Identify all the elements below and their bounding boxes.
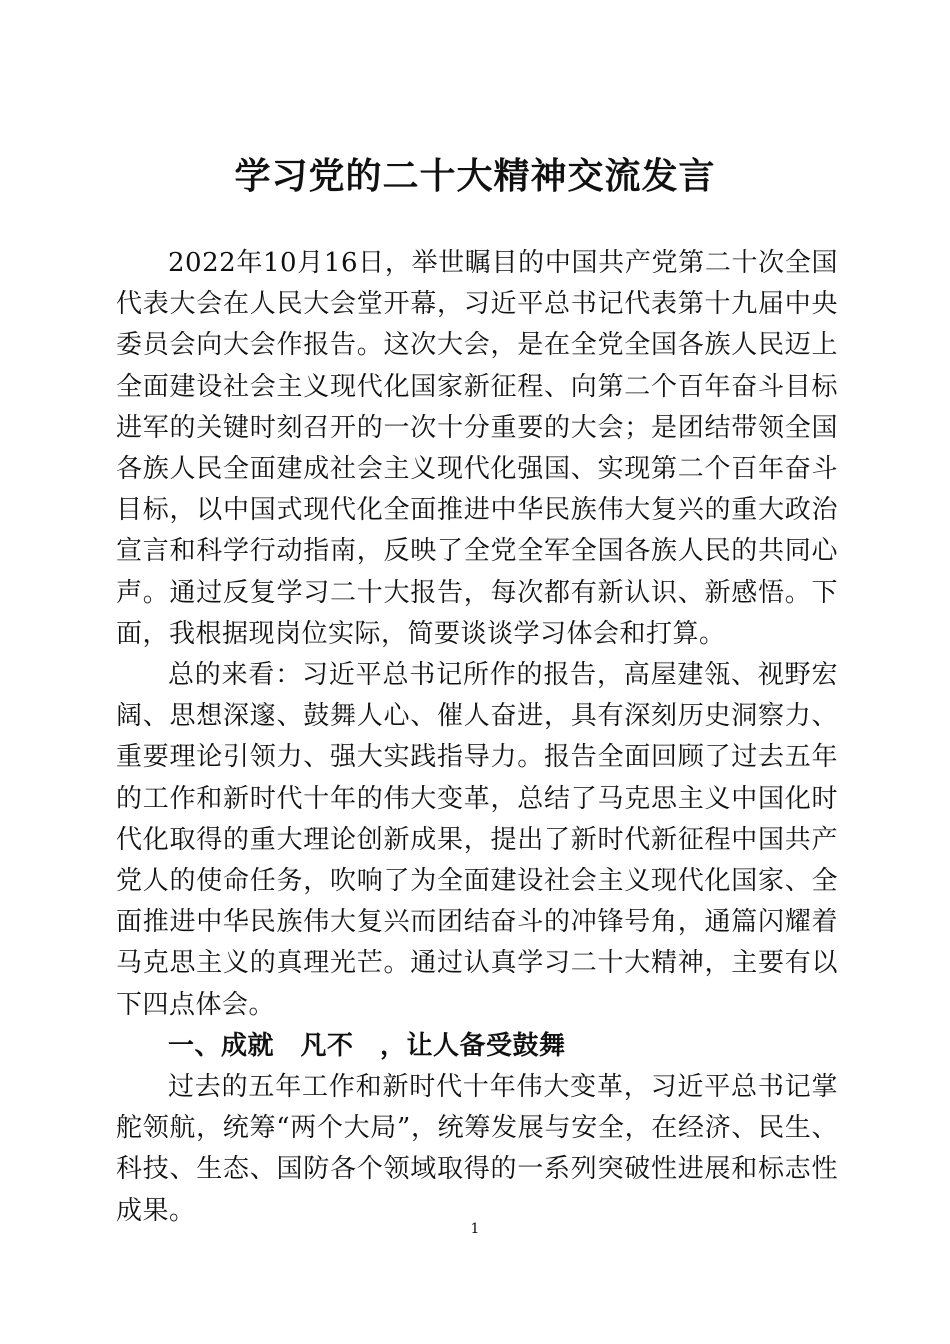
- section-heading: 一、成就 凡不 ，让人备受鼓舞: [168, 1030, 566, 1061]
- document-body: [116, 243, 838, 1232]
- section-paragraph: 过去的五年工作和新时代十年伟大变革，习近平总书记掌舵领航，统筹“两个大局”，统筹发展与安全，在经济、民生、科技、生态、国防各个领域取得的一系列突破性进展和标志性成果。: [116, 1072, 838, 1226]
- intro-paragraph: 2022年10月16日，举世瞩目的中国共产党第二十次全国代表大会在人民大会堂开幕，习近平总书记代表第十九届中央委员会向大会作报告。这次大会，是在全党全国各族人民迈上全面建设社会主义现代化国家新征程、向第二个百年奋斗目标进军的关键时刻召开的一次十分重要的大会；是团结带领全国各族人民全面建成社会主义现代化强国、实现第二个百年奋斗目标，以中国式现代化全面推进中华民族伟大复兴的重大政治宣言和科学行动指南，反映了全党全军全国各族人民的共同心声。通过反复学习二十大报告，每次都有新认识、新感悟。下面，我根据现岗位实际，简要谈谈学习体会和打算。: [116, 248, 838, 649]
- overview-paragraph: 总的来看：习近平总书记所作的报告，高屋建瓴、视野宏阔、思想深邃、鼓舞人心、催人奋进，具有深刻历史洞察力、重要理论引领力、强大实践指导力。报告全面回顾了过去五年的工作和新时代十年的伟大变革，总结了马克思主义中国化时代化取得的重大理论创新成果，提出了新时代新征程中国共产党人的使命任务，吹响了为全面建设社会主义现代化国家、全面推进中华民族伟大复兴而团结奋斗的冲锋号角，通篇闪耀着马克思主义的真理光芒。通过认真学习二十大精神，主要有以下四点体会。: [116, 660, 838, 1020]
- document-title: 学习党的二十大精神交流发言: [234, 155, 716, 197]
- page-number: 1: [470, 1221, 480, 1237]
